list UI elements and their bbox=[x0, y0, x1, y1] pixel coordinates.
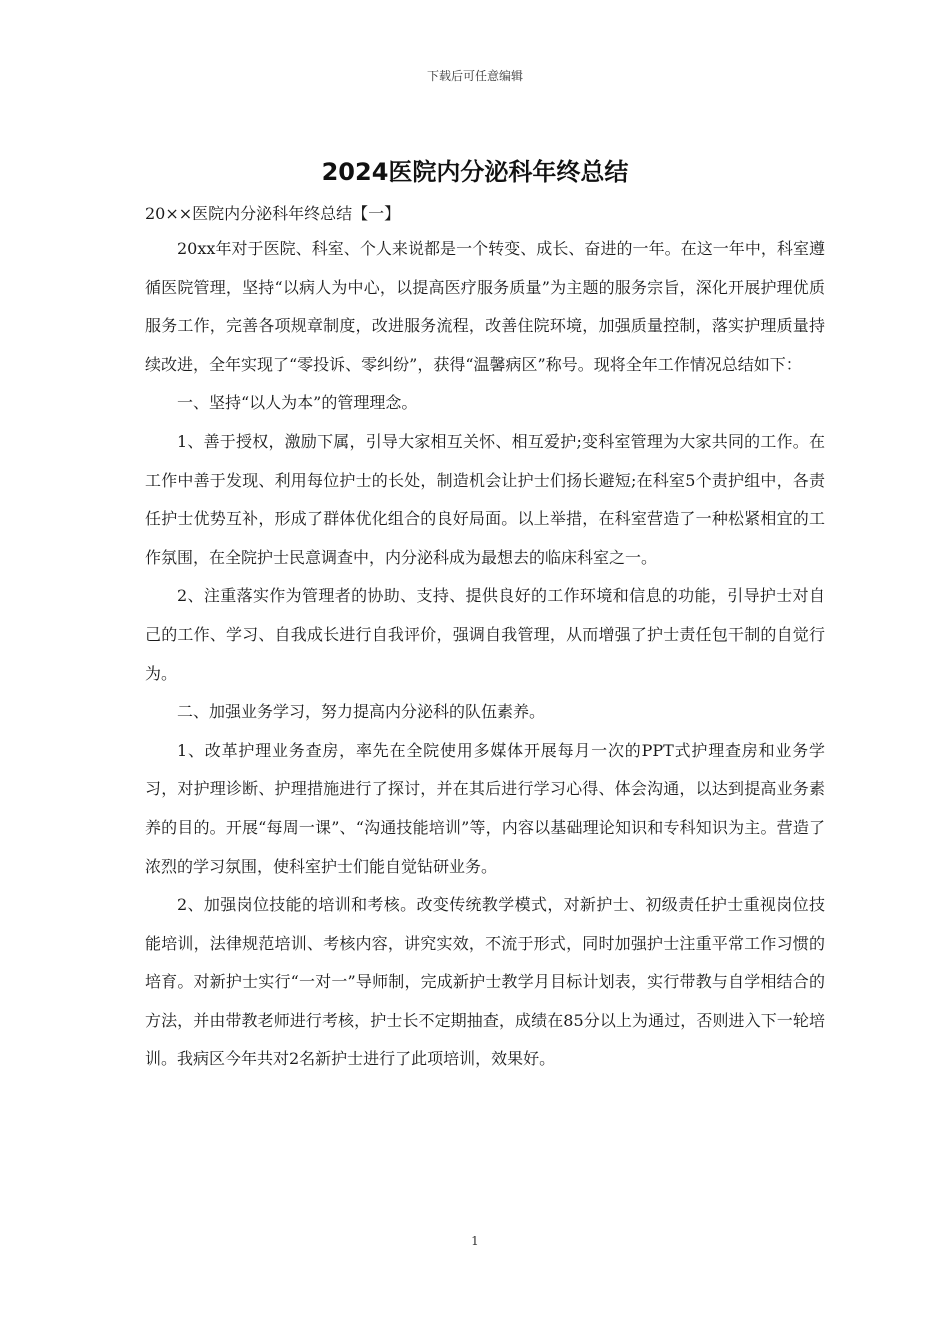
document-title: 2024医院内分泌科年终总结 bbox=[321, 158, 629, 186]
paragraph-2-1: 1、改革护理业务查房，率先在全院使用多媒体开展每月一次的PPT式护理查房和业务学习，对护理诊断、护理措施进行了探讨，并在其后进行学习心得、体会沟通，以达到提高业务素养的目的。开展“每周一课”、“沟通技能培训”等，内容以基础理论知识和专科知识为主。营造了浓烈的学习氛围，使科室护士们能自觉钻研业务。 bbox=[145, 740, 825, 876]
document-body bbox=[145, 198, 825, 1079]
page-number: 1 bbox=[471, 1234, 479, 1248]
paragraph-2-2: 2、加强岗位技能的培训和考核。改变传统教学模式，对新护士、初级责任护士重视岗位技能培训，法律规范培训、考核内容，讲究实效，不流于形式，同时加强护士注重平常工作习惯的培育。对新护士实行“一对一”导师制，完成新护士教学月目标计划表，实行带教与自学相结合的方法，并由带教老师进行考核，护士长不定期抽查，成绩在85分以上为通过，否则进入下一轮培训。我病区今年共对2名新护士进行了此项培训，效果好。 bbox=[145, 895, 825, 1069]
header-note: 下载后可任意编辑 bbox=[426, 69, 523, 83]
paragraph-1-2: 2、注重落实作为管理者的协助、支持、提供良好的工作环境和信息的功能，引导护士对自己的工作、学习、自我成长进行自我评价，强调自我管理，从而增强了护士责任包干制的自觉行为。 bbox=[145, 586, 825, 683]
heading-section-2: 二、加强业务学习，努力提高内分泌科的队伍素养。 bbox=[177, 702, 546, 722]
section-subtitle: 20××医院内分泌科年终总结【一】 bbox=[145, 204, 401, 223]
paragraph-intro: 20xx年对于医院、科室、个人来说都是一个转变、成长、奋进的一年。在这一年中，科室遵循医院管理，坚持“以病人为中心，以提高医疗服务质量”为主题的服务宗旨，深化开展护理优质服务工作，完善各项规章制度，改进服务流程，改善住院环境，加强质量控制，落实护理质量持续改进，全年实现了“零投诉、零纠纷”，获得“温馨病区”称号。现将全年工作情况总结如下： bbox=[145, 239, 825, 374]
heading-section-1: 一、坚持“以人为本”的管理理念。 bbox=[177, 393, 418, 413]
paragraph-1-1: 1、善于授权，激励下属，引导大家相互关怀、相互爱护;变科室管理为大家共同的工作。在工作中善于发现、利用每位护士的长处，制造机会让护士们扬长避短;在科室5个责护组中，各责任护士优势互补，形成了群体优化组合的良好局面。以上举措，在科室营造了一种松紧相宜的工作氛围，在全院护士民意调查中，内分泌科成为最想去的临床科室之一。 bbox=[145, 431, 825, 567]
